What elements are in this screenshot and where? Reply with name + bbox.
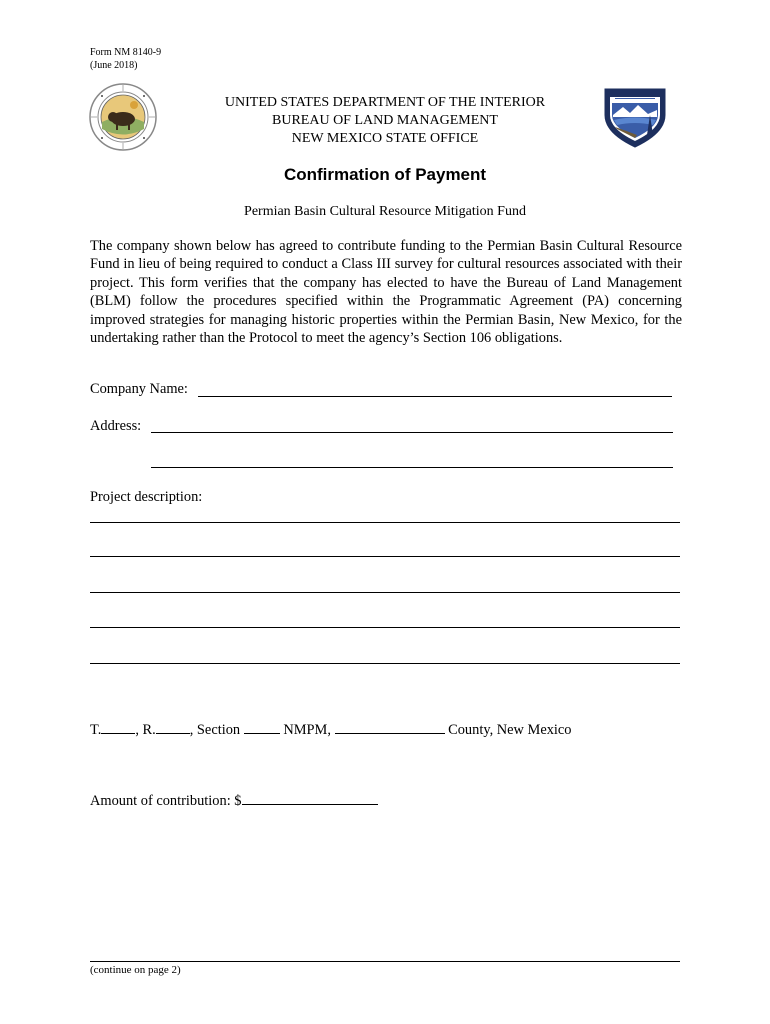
project-description-line-2[interactable] xyxy=(90,556,680,557)
county-field[interactable] xyxy=(335,721,445,734)
agency-line-2: BUREAU OF LAND MANAGEMENT xyxy=(272,113,498,128)
project-description-line-1[interactable] xyxy=(90,522,680,523)
legal-location-row xyxy=(90,721,572,739)
section-label: , Section xyxy=(189,722,241,738)
address-line-1-field[interactable] xyxy=(151,432,673,433)
company-name-label: Company Name: xyxy=(90,381,188,397)
nmpm-label: NMPM, xyxy=(283,722,331,738)
address-line-2-field[interactable] xyxy=(151,467,673,468)
agency-line-1: UNITED STATES DEPARTMENT OF THE INTERIOR xyxy=(224,95,546,110)
township-field[interactable] xyxy=(101,721,135,734)
agency-line-3: NEW MEXICO STATE OFFICE xyxy=(291,131,479,146)
form-number: Form NM 8140-9 xyxy=(90,47,162,58)
section-field[interactable] xyxy=(244,721,280,734)
project-description-label: Project description: xyxy=(90,489,203,505)
county-label: County, New Mexico xyxy=(448,722,572,738)
address-label: Address: xyxy=(90,418,142,434)
project-description-line-5[interactable] xyxy=(90,663,680,664)
range-field[interactable] xyxy=(156,721,190,734)
township-label: T. xyxy=(90,722,102,738)
amount-label: Amount of contribution: $ xyxy=(90,793,242,809)
footer-divider xyxy=(90,961,680,962)
amount-field[interactable] xyxy=(242,792,378,805)
document-subtitle: Permian Basin Cultural Resource Mitigation Fund xyxy=(244,204,526,219)
project-description-line-3[interactable] xyxy=(90,592,680,593)
form-meta xyxy=(90,46,161,72)
continue-note: (continue on page 2) xyxy=(90,964,181,976)
range-label: , R. xyxy=(135,722,156,738)
amount-row xyxy=(90,792,378,810)
form-date: (June 2018) xyxy=(90,60,138,71)
company-name-field[interactable] xyxy=(198,396,672,397)
agency-header xyxy=(0,94,770,148)
project-description-line-4[interactable] xyxy=(90,627,680,628)
intro-paragraph: The company shown below has agreed to contribute funding to the Permian Basin Cultural Resource Fund in lieu of being required to conduct a Class III survey for cultural resources associated with their project. This form verifies that the company has elected to have the Bureau of Land Management (BLM) follow the procedures specified within the Programmatic Agreement (PA) concerning improved strategies for managing historic properties within the Permian Basin, New Mexico, for the undertaking rather than the Protocol to meet the agency’s Section 106 obligations. xyxy=(90,238,682,347)
document-title: Confirmation of Payment xyxy=(283,165,487,184)
